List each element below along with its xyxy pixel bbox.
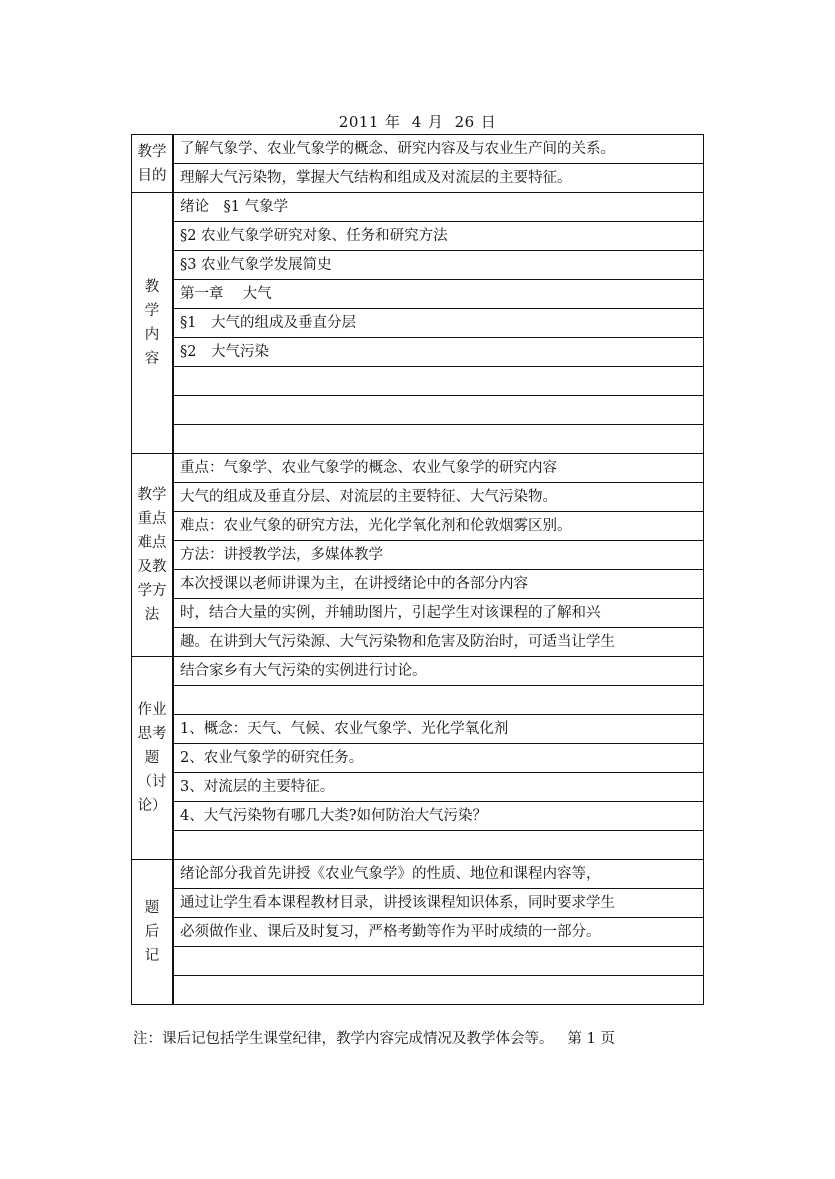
content-label-line: 内: [144, 327, 160, 343]
lesson-plan-table: [131, 134, 704, 1005]
postscript-label-line: 后: [144, 924, 160, 940]
table-row: [132, 976, 704, 1005]
postscript-row: 绪论部分我首先讲授《农业气象学》的性质、地位和课程内容等，: [173, 860, 704, 889]
table-row: [132, 889, 704, 918]
purpose-row: 理解大气污染物，掌握大气结构和组成及对流层的主要特征。: [173, 164, 704, 193]
homework-row: 3、对流层的主要特征。: [173, 773, 704, 802]
table-row: [132, 599, 704, 628]
date-month: 4: [411, 113, 422, 131]
date-day-unit: 日: [480, 113, 497, 131]
homework-row: 1、概念：天气、气候、农业气象学、光化学氧化剂: [173, 715, 704, 744]
table-row: [132, 715, 704, 744]
table-row: [132, 164, 704, 193]
content-label: [132, 193, 174, 454]
page-number: 第 1 页: [567, 1031, 615, 1047]
content-row: [173, 425, 704, 454]
purpose-label-line: 目的: [137, 167, 167, 184]
content-row: §2 农业气象学研究对象、任务和研究方法: [173, 222, 704, 251]
focus-row: 趣。在讲到大气污染源、大气污染物和危害及防治时，可适当让学生: [173, 628, 704, 657]
table-row: [132, 570, 704, 599]
table-row: [132, 338, 704, 367]
postscript-row: [173, 976, 704, 1005]
homework-row: 2、农业气象学的研究任务。: [173, 744, 704, 773]
footer-note: [133, 1027, 615, 1048]
table-row: [132, 744, 704, 773]
table-row: [132, 773, 704, 802]
postscript-row: [173, 947, 704, 976]
content-label-line: 教: [144, 279, 160, 295]
date-day: 26: [454, 113, 475, 131]
table-row: [132, 193, 704, 222]
content-row: 第一章 大气: [173, 280, 704, 309]
postscript-row: 通过让学生看本课程教材目录，讲授该课程知识体系，同时要求学生: [173, 889, 704, 918]
focus-label-line: 法: [144, 607, 160, 623]
table-row: [132, 251, 704, 280]
table-row: [132, 947, 704, 976]
focus-row: 重点：气象学、农业气象学的概念、农业气象学的研究内容: [173, 454, 704, 483]
content-row: §2 大气污染: [173, 338, 704, 367]
table-row: [132, 512, 704, 541]
table-row: [132, 628, 704, 657]
table-row: [132, 657, 704, 686]
postscript-label-line: 记: [144, 948, 160, 964]
focus-label-line: 及教: [137, 559, 167, 575]
content-label-line: 学: [144, 303, 160, 319]
focus-row: 时，结合大量的实例，并辅助图片，引起学生对该课程的了解和兴: [173, 599, 704, 628]
homework-label-line: （讨: [137, 774, 167, 790]
table-row: [132, 541, 704, 570]
content-row: §3 农业气象学发展简史: [173, 251, 704, 280]
postscript-label: [132, 860, 174, 1005]
focus-label-line: 学方: [137, 583, 167, 599]
focus-row: 方法：讲授教学法，多媒体教学: [173, 541, 704, 570]
table-row: [132, 454, 704, 483]
purpose-row: 了解气象学、农业气象学的概念、研究内容及与农业生产间的关系。: [173, 135, 704, 164]
homework-label-line: 论）: [137, 798, 167, 814]
content-label-line: 容: [144, 351, 160, 367]
homework-row: 4、大气污染物有哪几大类?如何防治大气污染？: [173, 802, 704, 831]
table-row: [132, 222, 704, 251]
postscript-label-line: 题: [144, 900, 160, 916]
homework-label: [132, 657, 174, 860]
table-row: [132, 425, 704, 454]
purpose-label-line: 教学: [137, 143, 167, 160]
focus-row: 本次授课以老师讲课为主，在讲授绪论中的各部分内容: [173, 570, 704, 599]
table-row: [132, 135, 704, 164]
content-row: 绪论 §1 气象学: [173, 193, 704, 222]
homework-label-line: 作业: [137, 702, 167, 718]
homework-row: [173, 686, 704, 715]
table-row: [132, 367, 704, 396]
date-year-unit: 年: [384, 113, 401, 131]
content-row: [173, 367, 704, 396]
homework-row: 结合家乡有大气污染的实例进行讨论。: [173, 657, 704, 686]
purpose-label: [132, 135, 174, 193]
table-row: [132, 918, 704, 947]
focus-row: 大气的组成及垂直分层、对流层的主要特征、大气污染物。: [173, 483, 704, 512]
date-month-unit: 月: [427, 113, 444, 131]
focus-label-line: 教学: [137, 487, 167, 503]
homework-label-line: 思考: [137, 726, 167, 742]
table-row: [132, 280, 704, 309]
table-row: [132, 860, 704, 889]
focus-label-line: 重点: [137, 511, 167, 527]
table-row: [132, 483, 704, 512]
table-row: [132, 802, 704, 831]
content-row: [173, 396, 704, 425]
content-row: §1 大气的组成及垂直分层: [173, 309, 704, 338]
postscript-row: 必须做作业、课后及时复习，严格考勤等作为平时成绩的一部分。: [173, 918, 704, 947]
homework-row: [173, 831, 704, 860]
table-row: [132, 686, 704, 715]
table-row: [132, 309, 704, 338]
focus-label-line: 难点: [137, 535, 167, 551]
homework-label-line: 题: [144, 750, 160, 766]
footer-note-text: 注：课后记包括学生课堂纪律，教学内容完成情况及教学体会等。: [133, 1031, 554, 1047]
focus-label: [132, 454, 174, 657]
focus-row: 难点：农业气象的研究方法，光化学氧化剂和伦敦烟雾区别。: [173, 512, 704, 541]
table-row: [132, 831, 704, 860]
table-row: [132, 396, 704, 425]
date-year: 2011: [338, 113, 379, 131]
lesson-date: [0, 111, 835, 132]
